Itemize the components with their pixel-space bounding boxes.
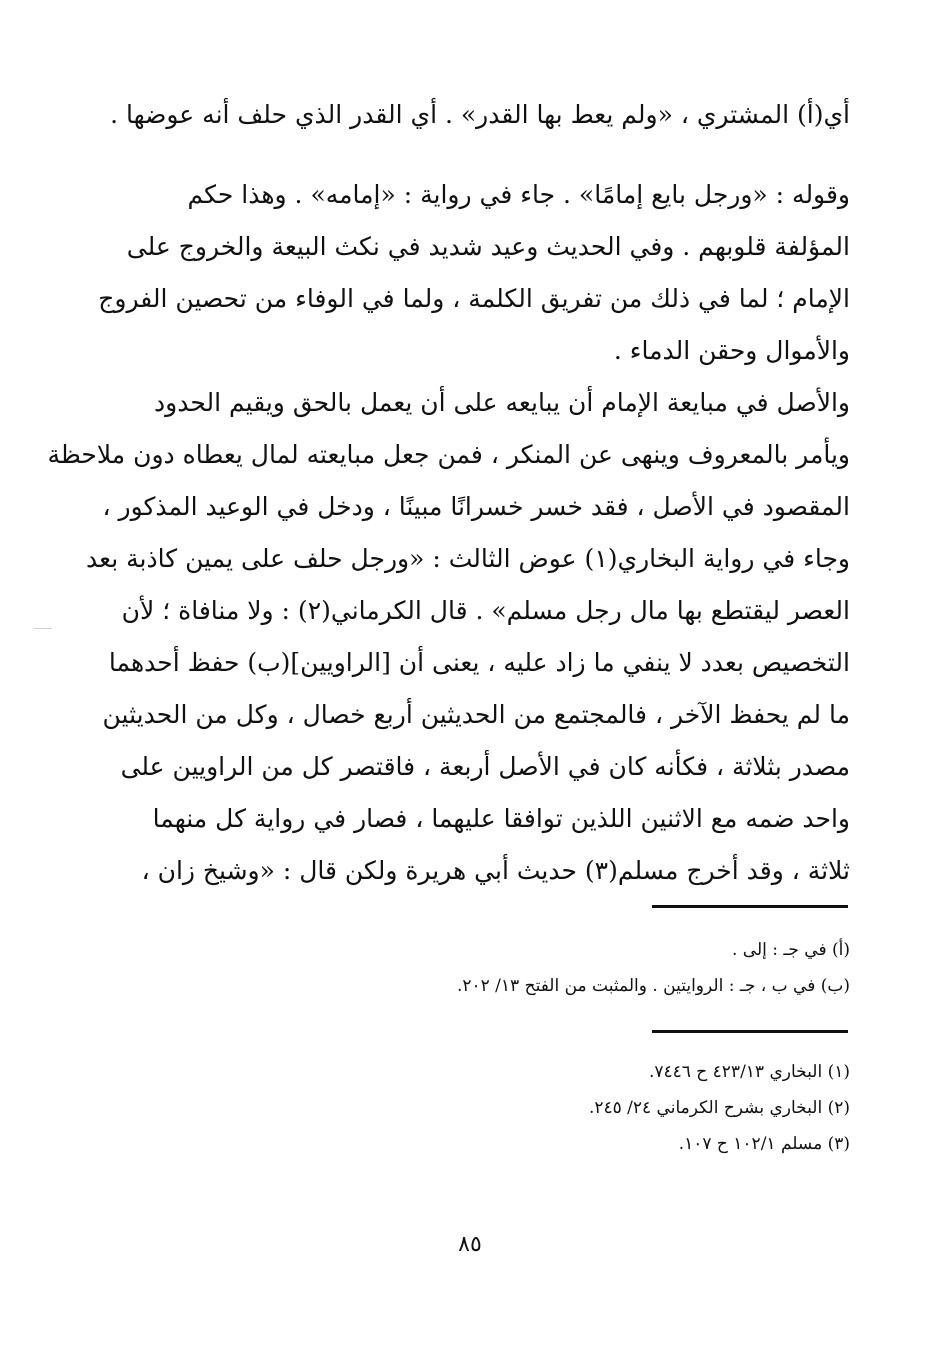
text-line: العصر ليقتطع بها مال رجل مسلم» . قال الكرماني(٢) : ولا منافاة ؛ لأن [121, 596, 850, 625]
text-line: وقوله : «ورجل بايع إمامًا» . جاء في رواية : «إمامه» . وهذا حكم [187, 180, 850, 209]
text-line: أي(أ) المشتري ، «ولم يعط بها القدر» . أي القدر الذي حلف أنه عوضها . [110, 100, 850, 129]
text-line: التخصيص بعدد لا ينفي ما زاد عليه ، يعنى أن [الراويين](ب) حفظ أحدهما [108, 648, 850, 677]
text-line: والأموال وحقن الدماء . [613, 336, 850, 365]
text-line: ويأمر بالمعروف وينهى عن المنكر ، فمن جعل مبايعته لمال يعطاه دون ملاحظة [47, 440, 850, 469]
text-line: والأصل في مبايعة الإمام أن يبايعه على أن يعمل بالحق ويقيم الحدود [154, 388, 850, 417]
text-line: المؤلفة قلوبهم . وفي الحديث وعيد شديد في نكث البيعة والخروج على [126, 232, 850, 261]
footnote-line: (٢) البخاري بشرح الكرماني ٢٤/ ٢٤٥. [588, 1098, 850, 1118]
footnote-line: (أ) في جـ : إلى . [732, 940, 850, 960]
margin-mark [34, 628, 52, 629]
footnote-line: (ب) في ب ، جـ : الروايتين . والمثبت من الفتح ١٣/ ٢٠٢. [456, 976, 850, 996]
footnote-divider [652, 1030, 848, 1033]
text-line: واحد ضمه مع الاثنين اللذين توافقا عليهما ، فصار في رواية كل منهما [152, 804, 850, 833]
text-line: ثلاثة ، وقد أخرج مسلم(٣) حديث أبي هريرة ولكن قال : «وشيخ زان ، [141, 856, 850, 885]
page-number: ٨٥ [458, 1232, 482, 1257]
footnote-line: (٣) مسلم ١٠٢/١ ح ١٠٧. [678, 1134, 850, 1154]
text-line: ما لم يحفظ الآخر ، فالمجتمع من الحديثين أربع خصال ، وكل من الحديثين [102, 700, 850, 729]
text-line: المقصود في الأصل ، فقد خسر خسرانًا مبينًا ، ودخل في الوعيد المذكور ، [102, 492, 850, 521]
text-line: وجاء في رواية البخاري(١) عوض الثالث : «ورجل حلف على يمين كاذبة بعد [86, 544, 850, 573]
text-line: مصدر بثلاثة ، فكأنه كان في الأصل أربعة ، فاقتصر كل من الراويين على [120, 752, 850, 781]
text-line: الإمام ؛ لما في ذلك من تفريق الكلمة ، ولما في الوفاء من تحصين الفروج [98, 284, 850, 313]
footnote-divider [652, 905, 848, 908]
footnote-line: (١) البخاري ٤٢٣/١٣ ح ٧٤٤٦. [648, 1062, 850, 1082]
